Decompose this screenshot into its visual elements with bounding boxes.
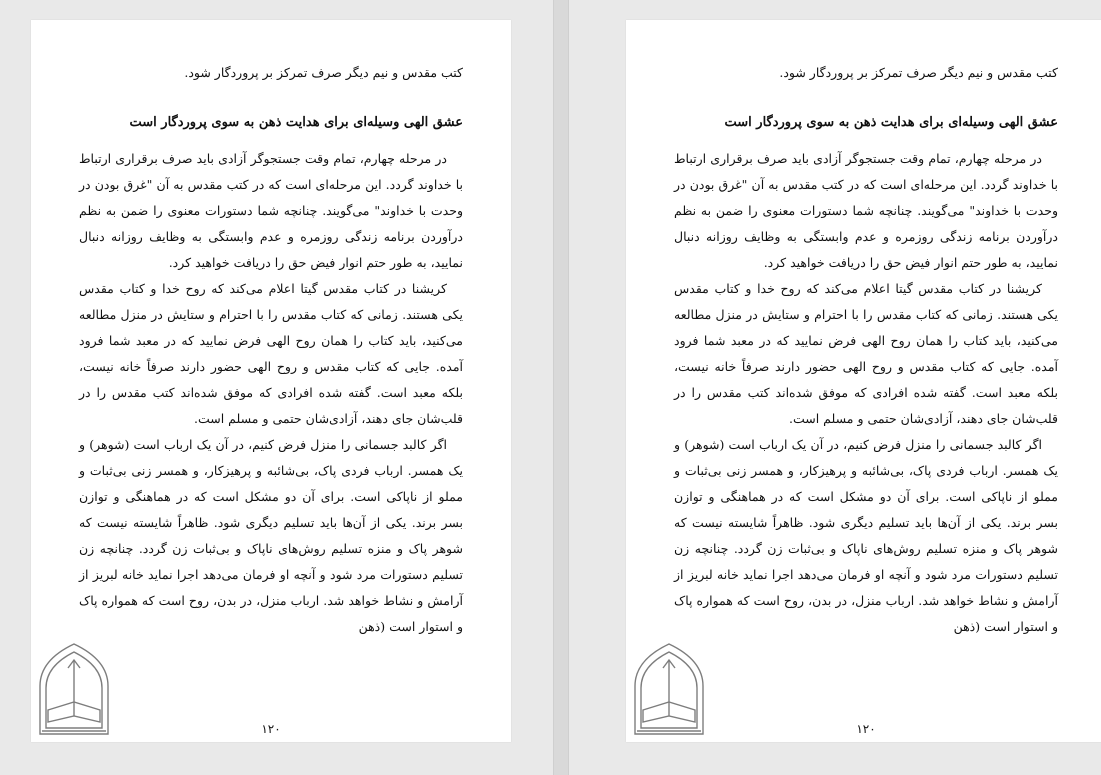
continuation-line: کتب مقدس و نیم دیگر صرف تمرکز بر پروردگار شود.	[184, 65, 463, 80]
page-content	[79, 60, 463, 640]
page-number: ۱۲۰	[856, 722, 876, 736]
document-page-left	[31, 20, 511, 742]
page-content	[674, 60, 1058, 640]
continuation-line: کتب مقدس و نیم دیگر صرف تمرکز بر پروردگار شود.	[779, 65, 1058, 80]
paragraph: اگر کالبد جسمانی را منزل فرض کنیم، در آن یک ارباب است (شوهر) و یک همسر. ارباب فردی پاک، بی‌شائبه و پرهیزکار، و همسر زنی بی‌ثبات و مملو از ناپاکی است. برای آن دو مشکل است که در هماهنگی و توازن بسر برند. یکی از آن‌ها باید تسلیم دیگری شود. ظاهراً شایسته نیست که شوهر پاک و منزه تسلیم روش‌های ناپاک و بی‌ثبات زن گردد. چنانچه زن تسلیم دستورات مرد شود و آنچه او فرمان می‌دهد اجرا نماید خانه لبریز از آرامش و نشاط خواهد شد. ارباب منزل، در بدن، روح است که همواره پاک و استوار است (ذهن	[674, 437, 1058, 634]
page-number: ۱۲۰	[261, 722, 281, 736]
section-heading: عشق الهی وسیله‌ای برای هدایت ذهن به سوی پروردگار است	[129, 115, 463, 130]
paragraph: کریشنا در کتاب مقدس گیتا اعلام می‌کند که روح خدا و کتاب مقدس یکی هستند. زمانی که کتاب مقدس را با احترام و ستایش در منزل مطالعه می‌کنید، باید کتاب را همان روح الهی فرض نمایید که در معبد شما فرود آمده. جایی که کتاب مقدس و روح الهی حضور دارند صرفاً خانه نیست، بلکه معبد است. گفته شده افرادی که موفق شده‌اند کتب مقدس را در قلب‌شان جای دهند، آزادی‌شان حتمی و مسلم است.	[79, 281, 463, 426]
paragraph: کریشنا در کتاب مقدس گیتا اعلام می‌کند که روح خدا و کتاب مقدس یکی هستند. زمانی که کتاب مقدس را با احترام و ستایش در منزل مطالعه می‌کنید، باید کتاب را همان روح الهی فرض نمایید که در معبد شما فرود آمده. جایی که کتاب مقدس و روح الهی حضور دارند صرفاً خانه نیست، بلکه معبد است. گفته شده افرادی که موفق شده‌اند کتب مقدس را در قلب‌شان جای دهند، آزادی‌شان حتمی و مسلم است.	[674, 281, 1058, 426]
section-heading: عشق الهی وسیله‌ای برای هدایت ذهن به سوی پروردگار است	[724, 115, 1058, 130]
page-divider	[553, 0, 569, 775]
paragraph: در مرحله چهارم، تمام وقت جستجوگر آزادی باید صرف برقراری ارتباط با خداوند گردد. این مرحله‌ای است که در کتب مقدس به آن "غرق بودن در وحدت با خداوند" می‌گویند. چنانچه شما دستورات معنوی را ضمن به نظم درآوردن برنامه زندگی روزمره و عدم وابستگی به وظایف روزانه دنبال نمایید، به طور حتم انوار فیض حق را دریافت خواهید کرد.	[674, 151, 1058, 270]
paragraph: اگر کالبد جسمانی را منزل فرض کنیم، در آن یک ارباب است (شوهر) و یک همسر. ارباب فردی پاک، بی‌شائبه و پرهیزکار، و همسر زنی بی‌ثبات و مملو از ناپاکی است. برای آن دو مشکل است که در هماهنگی و توازن بسر برند. یکی از آن‌ها باید تسلیم دیگری شود. ظاهراً شایسته نیست که شوهر پاک و منزه تسلیم روش‌های ناپاک و بی‌ثبات زن گردد. چنانچه زن تسلیم دستورات مرد شود و آنچه او فرمان می‌دهد اجرا نماید خانه لبریز از آرامش و نشاط خواهد شد. ارباب منزل، در بدن، روح است که همواره پاک و استوار است (ذهن	[79, 437, 463, 634]
document-page-right	[626, 20, 1101, 742]
paragraph: در مرحله چهارم، تمام وقت جستجوگر آزادی باید صرف برقراری ارتباط با خداوند گردد. این مرحله‌ای است که در کتب مقدس به آن "غرق بودن در وحدت با خداوند" می‌گویند. چنانچه شما دستورات معنوی را ضمن به نظم درآوردن برنامه زندگی روزمره و عدم وابستگی به وظایف روزانه دنبال نمایید، به طور حتم انوار فیض حق را دریافت خواهید کرد.	[79, 151, 463, 270]
